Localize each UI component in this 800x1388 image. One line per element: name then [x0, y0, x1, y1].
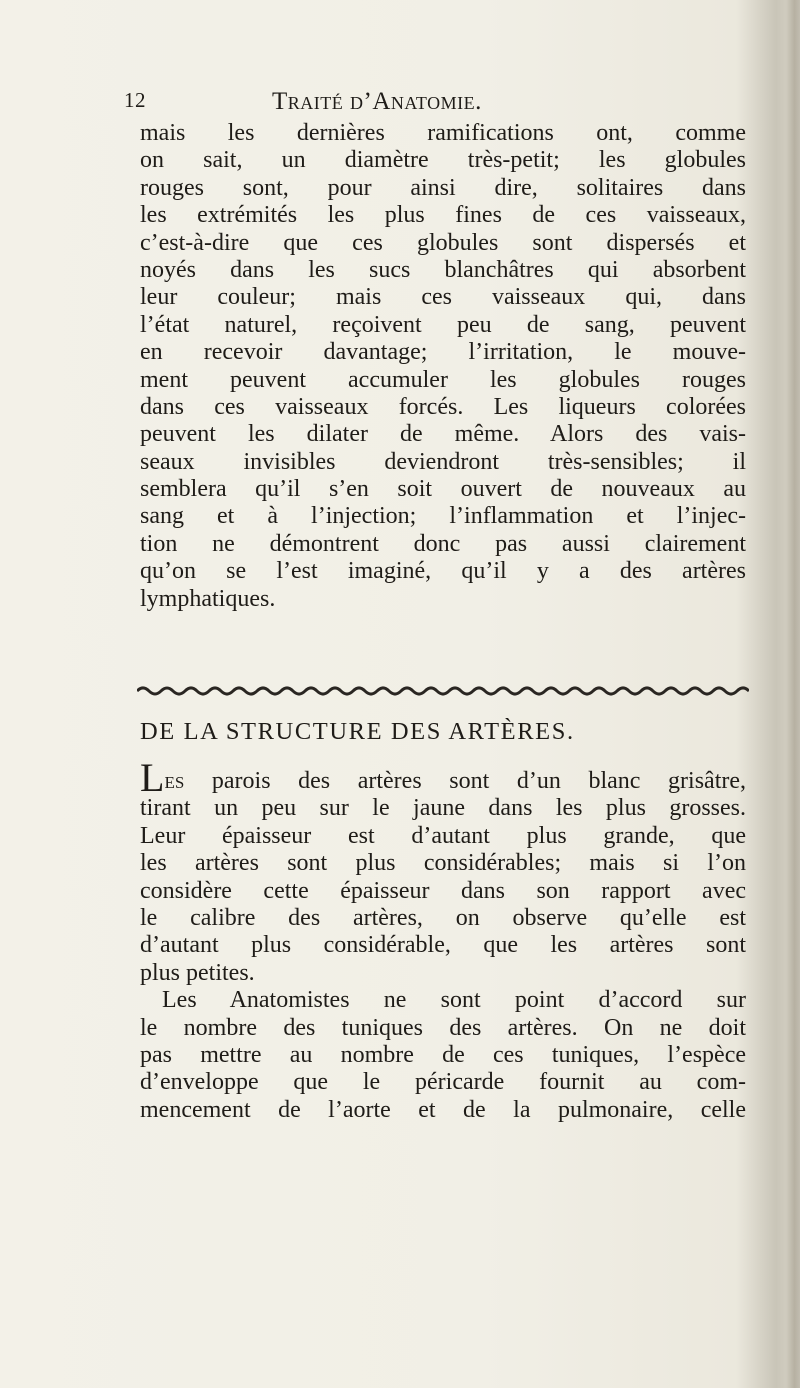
text-line: mencement de l’aorte et de la pulmonaire, celle: [140, 1096, 746, 1123]
text-line: leur couleur; mais ces vaisseaux qui, dans: [140, 284, 746, 311]
section-heading: DE LA STRUCTURE DES ARTÈRES.: [140, 718, 575, 745]
text-line: on sait, un diamètre très-petit; les globules: [140, 147, 746, 174]
text-line: d’enveloppe que le péricarde fournit au com-: [140, 1069, 746, 1096]
text-line: pas mettre au nombre de ces tuniques, l’espèce: [140, 1041, 746, 1068]
text-line: sang et à l’injection; l’inflammation et l’injec-: [140, 503, 746, 530]
text-line: mais les dernières ramifications ont, comme: [140, 120, 746, 146]
page-number: 12: [124, 88, 146, 112]
text-line: tirant un peu sur le jaune dans les plus grosses.: [140, 795, 746, 822]
wavy-rule-line: [137, 688, 749, 694]
wavy-rule-ornament: [137, 685, 749, 697]
text-line: qu’on se l’est imaginé, qu’il y a des artères: [140, 558, 746, 585]
text-line: c’est-à-dire que ces globules sont dispersés et: [140, 229, 746, 256]
text-line: seaux invisibles deviendront très-sensibles; il: [140, 448, 746, 475]
text-line: les extrémités les plus fines de ces vaisseaux,: [140, 202, 746, 229]
running-title-main: Anatomie.: [372, 88, 482, 115]
running-head: [124, 88, 684, 118]
text-line: lymphatiques.: [140, 585, 276, 612]
text-line: considère cette épaisseur dans son rapport avec: [140, 877, 746, 904]
section-body: [140, 755, 746, 1124]
page-edge-shadow: [786, 0, 800, 1388]
text-line: tion ne démontrent donc pas aussi clairement: [140, 530, 746, 557]
text-line: Leur épaisseur est d’autant plus grande, que: [140, 822, 746, 849]
text-line: les artères sont plus considérables; mais si l’on: [140, 850, 746, 877]
text-line: plus petites.: [140, 959, 255, 986]
text-line: semblera qu’il s’en soit ouvert de nouveaux au: [140, 476, 746, 503]
first-word-rest: es: [164, 768, 185, 794]
paragraph-continued: [140, 120, 746, 613]
text-line: ment peuvent accumuler les globules rouges: [140, 366, 746, 393]
running-title-prefix: Traité d’: [272, 88, 373, 115]
text-line: peuvent les dilater de même. Alors des vais-: [140, 421, 746, 448]
text-line: le nombre des tuniques des artères. On ne doit: [140, 1014, 746, 1041]
text-line: dans ces vaisseaux forcés. Les liqueurs colorées: [140, 393, 746, 420]
text-line: le calibre des artères, on observe qu’elle est: [140, 904, 746, 931]
text-line: rouges sont, pour ainsi dire, solitaires dans: [140, 174, 746, 201]
drop-cap: L: [140, 755, 165, 800]
text-line: en recevoir davantage; l’irritation, le mouve-: [140, 339, 746, 366]
running-title: [272, 88, 482, 116]
text-line: noyés dans les sucs blanchâtres qui absorbent: [140, 256, 746, 283]
text-line: d’autant plus considérable, que les artères sont: [140, 932, 746, 959]
text-line: l’état naturel, reçoivent peu de sang, peuvent: [140, 311, 746, 338]
text-line: Les Anatomistes ne sont point d’accord sur: [162, 987, 746, 1014]
text-line-first: [140, 755, 746, 800]
first-line-rest: parois des artères sont d’un blanc grisâtre,: [184, 768, 746, 794]
